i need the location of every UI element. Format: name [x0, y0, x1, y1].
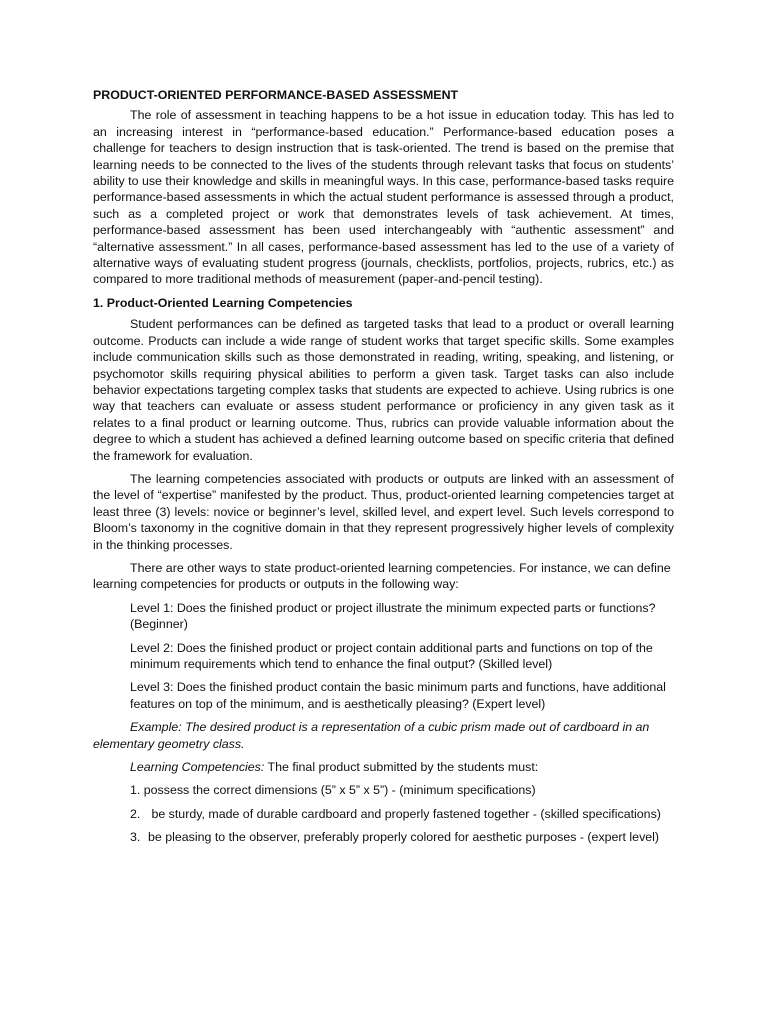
competencies-intro — [93, 759, 674, 775]
learning-competencies-paragraph: The learning competencies associated with products or outputs are linked with an assessment of the level of “expertise” manifested by the product. Thus, product-oriented learning competencies target at least three (3) levels: novice or beginner’s level, skilled level, and expert level. Such levels correspond to Bloom’s taxonomy in the cognitive domain in that they represent progressively higher levels of complexity in the thinking processes. — [93, 471, 674, 552]
competencies-label: Learning Competencies: — [130, 760, 265, 775]
competencies-text: The final product submitted by the students must: — [264, 760, 539, 775]
level-2-item: Level 2: Does the finished product or project contain additional parts and functions on top of the minimum requirements which tend to enhance the final output? (Skilled level) — [130, 640, 653, 671]
document-title: PRODUCT-ORIENTED PERFORMANCE-BASED ASSESSMENT — [93, 88, 459, 102]
intro-paragraph: The role of assessment in teaching happens to be a hot issue in education today. This has led to an increasing interest in “performance-based education.” Performance-based education poses a challenge for teachers to design instruction that is task-oriented. The trend is based on the premise that learning needs to be connected to the lives of the students through relevant tasks that focus on students’ ability to use their knowledge and skills in meaningful ways. In this case, performance-based tasks require performance-based assessments in which the actual student performance is assessed through a product, such as a completed project or work that demonstrates levels of task achievement. At times, performance-based assessment has been used interchangeably with “authentic assessment” and “alternative assessment.” In all cases, performance-based assessment has led to the use of a variety of alternative ways of evaluating student progress (journals, checklists, portfolios, projects, rubrics, etc.) as compared to more traditional methods of measurement (paper-and-pencil testing). — [93, 108, 674, 287]
competency-item-3-number: 3. — [130, 830, 141, 845]
competency-item-3-text: be pleasing to the observer, preferably properly colored for aesthetic purposes - (expert level) — [148, 830, 660, 845]
section-heading-competencies: 1. Product-Oriented Learning Competencies — [93, 295, 353, 310]
competency-item-2-number: 2. — [130, 806, 141, 821]
example-paragraph: Example: The desired product is a representation of a cubic prism made out of cardboard in an elementary geometry class. — [93, 720, 650, 751]
level-1-item: Level 1: Does the finished product or project illustrate the minimum expected parts or functions? (Beginner) — [130, 600, 656, 632]
competency-item-2-text: be sturdy, made of durable cardboard and properly fastened together - (skilled specifications) — [148, 806, 661, 821]
level-3-item: Level 3: Does the finished product contain the basic minimum parts and functions, have additional features on top of the minimum, and is aesthetically pleasing? (Expert level) — [130, 680, 666, 711]
student-performance-paragraph: Student performances can be defined as targeted tasks that lead to a product or overall learning outcome. Products can include a wide range of student works that target specific skills. Some examples include communication skills such as those demonstrated in reading, writing, speaking, and listening, or psychomotor skills requiring physical abilities to perform a given task. Target tasks can also include behavior expectations targeting complex tasks that students are expected to achieve. Using rubrics is one way that teachers can evaluate or assess student performance or proficiency in any given task as it relates to a final product or learning outcome. Thus, rubrics can provide valuable information about the degree to which a student has achieved a defined learning outcome based on specific criteria that defined the framework for evaluation. — [93, 317, 674, 463]
competency-item-1: 1. possess the correct dimensions (5” x 5” x 5”) - (minimum specifications) — [130, 783, 536, 798]
competency-item-2 — [93, 806, 674, 822]
competency-item-3 — [93, 829, 674, 845]
other-ways-paragraph: There are other ways to state product-oriented learning competencies. For instance, we can define learning competencies for products or outputs in the following way: — [93, 560, 671, 592]
